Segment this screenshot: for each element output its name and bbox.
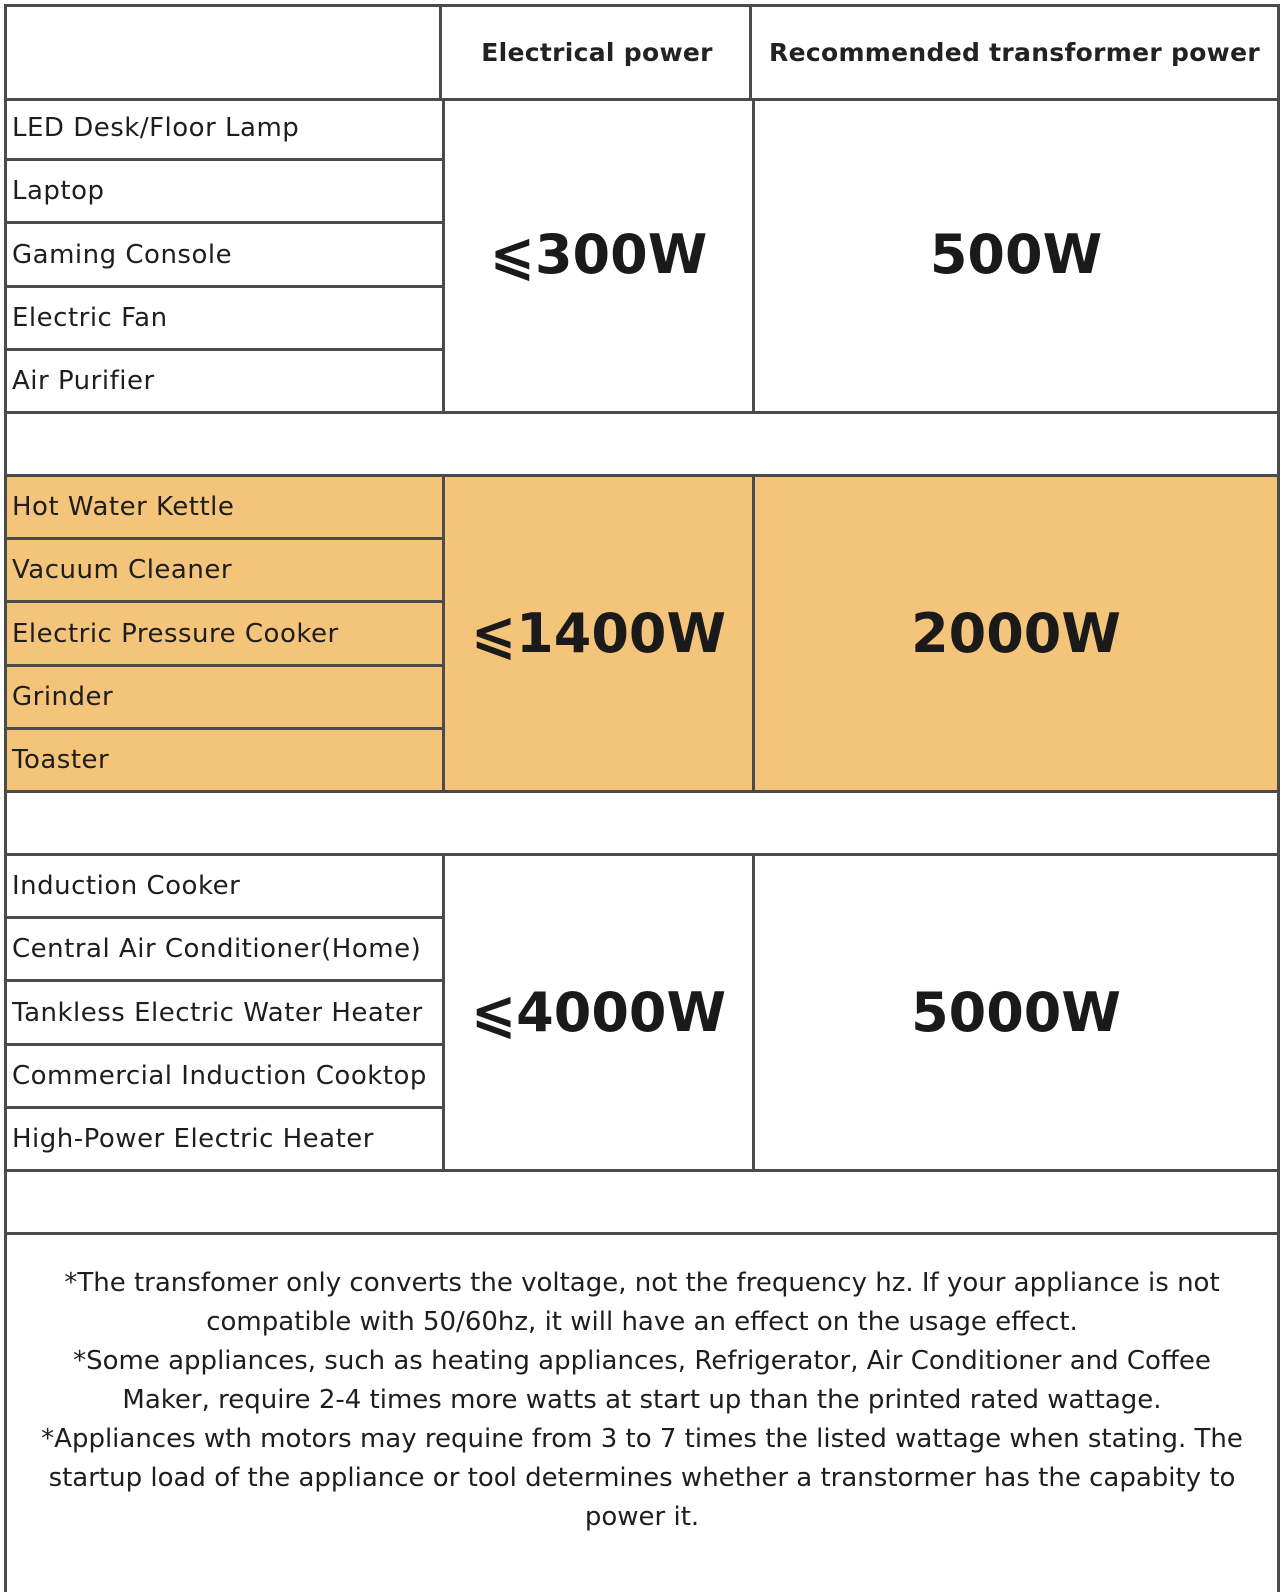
spacer-row bbox=[7, 1172, 1277, 1235]
header-corner-cell bbox=[7, 7, 442, 98]
appliance-item: Tankless Electric Water Heater bbox=[7, 982, 442, 1045]
transformer-power-value: 500W bbox=[752, 98, 1277, 411]
footnote: *The transfomer only converts the voltage, not the frequency hz. If your appliance is not compatible with 50/60hz, it will have an effect on the usage effect. bbox=[64, 1268, 1220, 1337]
electrical-power-value: ⩽1400W bbox=[442, 477, 752, 790]
power-group-high bbox=[7, 856, 1277, 1172]
appliance-item: Induction Cooker bbox=[7, 856, 442, 919]
transformer-power-value: 5000W bbox=[752, 856, 1277, 1169]
appliance-list bbox=[7, 477, 442, 790]
footnotes bbox=[7, 1232, 1277, 1537]
header-electrical-power: Electrical power bbox=[481, 38, 713, 67]
appliance-item: Central Air Conditioner(Home) bbox=[7, 919, 442, 982]
spacer-row bbox=[7, 793, 1277, 856]
appliance-item: Grinder bbox=[7, 667, 442, 730]
header-recommended-transformer-power: Recommended transformer power bbox=[769, 38, 1260, 67]
appliance-item: Commercial Induction Cooktop bbox=[7, 1046, 442, 1109]
appliance-item: Toaster bbox=[12, 744, 110, 775]
power-group-medium bbox=[7, 477, 1277, 793]
appliance-item: LED Desk/Floor Lamp bbox=[7, 98, 442, 161]
appliance-item: Electric Fan bbox=[7, 288, 442, 351]
appliance-item: High-Power Electric Heater bbox=[12, 1123, 374, 1154]
table-header bbox=[7, 7, 1277, 101]
appliance-list bbox=[7, 98, 442, 411]
appliance-item: Laptop bbox=[7, 161, 442, 224]
appliance-item: Electric Pressure Cooker bbox=[7, 603, 442, 666]
appliance-list bbox=[7, 856, 442, 1169]
electrical-power-value: ⩽300W bbox=[442, 98, 752, 411]
transformer-power-value: 2000W bbox=[752, 477, 1277, 790]
electrical-power-value: ⩽4000W bbox=[442, 856, 752, 1169]
appliance-item: Air Purifier bbox=[12, 365, 155, 396]
spacer-row bbox=[7, 414, 1277, 477]
appliance-item: Gaming Console bbox=[7, 224, 442, 287]
power-table bbox=[4, 4, 1280, 1592]
appliance-item: Hot Water Kettle bbox=[7, 477, 442, 540]
power-group-low bbox=[7, 98, 1277, 414]
footnote: *Some appliances, such as heating appliances, Refrigerator, Air Conditioner and Coffee Maker, require 2-4 times more watts at start up than the printed rated wattage. bbox=[73, 1346, 1211, 1415]
appliance-item: Vacuum Cleaner bbox=[7, 540, 442, 603]
footnote: *Appliances wth motors may requine from 3 to 7 times the listed wattage when stating. The startup load of the appliance or tool determines whether a transtormer has the capabity to power it. bbox=[41, 1424, 1243, 1532]
